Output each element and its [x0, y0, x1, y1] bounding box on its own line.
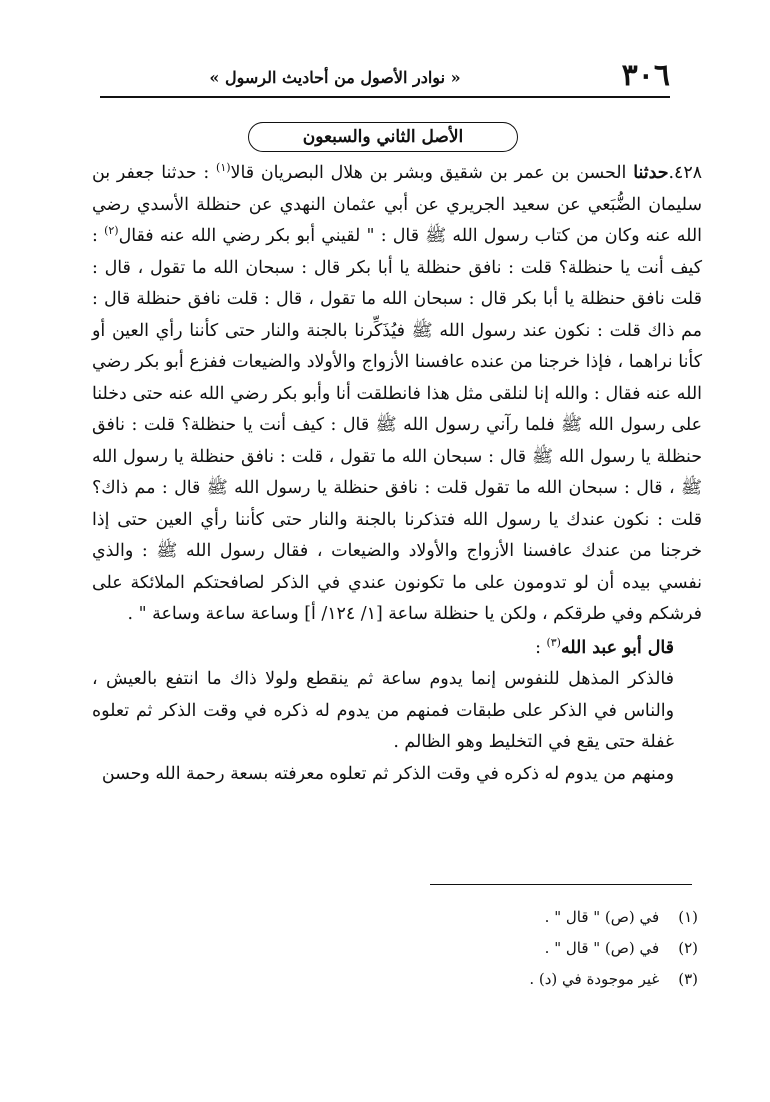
footnote-number: (٢): [678, 939, 698, 957]
footnote-ref-1: (١): [216, 161, 231, 175]
footnote-ref-2: (٢): [104, 224, 119, 238]
footnote-ref-3: (٣): [546, 635, 561, 649]
chapter-title-box: [248, 122, 518, 152]
footnote-text: في (ص) " قال " .: [544, 939, 660, 957]
hadith-paragraph: [92, 158, 702, 631]
page-number: ٣٠٦: [621, 58, 670, 93]
comment-heading: قال أبو عبد الله: [560, 637, 674, 658]
chapter-title: الأصل الثاني والسبعون: [302, 127, 464, 147]
footnote-text: في (ص) " قال " .: [544, 908, 660, 926]
hadith-text-1: الحسن بن عمر بن شقيق وبشر بن هلال البصريان قالا: [230, 163, 627, 183]
footnote-number: (١): [678, 908, 698, 926]
hadith-lead: حدثنا: [633, 163, 669, 183]
footnote-divider: [430, 884, 692, 885]
hadith-number: ٤٢٨.: [668, 163, 703, 183]
comment-heading-line: [92, 633, 674, 665]
page-header: [100, 58, 670, 98]
comment-paragraph-2: ومنهم من يدوم له ذكره في وقت الذكر ثم تعلوه معرفته بسعة رحمة الله وحسن: [101, 763, 674, 784]
hadith-text-2: : حدثنا جعفر بن سليمان الضُّبَعي عن سعيد الجريري عن أبي عثمان النهدي عن حنظلة الأسدي رضي الله عنه وكان من كتاب رسول الله ﷺ قال : " لقيني أبو بكر رضي الله عنه فقال: [92, 163, 703, 246]
footnote-3: [300, 964, 698, 995]
footnote-number: (٣): [678, 970, 698, 988]
main-text: [92, 158, 703, 790]
running-title: « نوادر الأصول من أحاديث الرسول »: [209, 68, 461, 87]
footnote-1: [300, 902, 698, 933]
comment-paragraph-1: فالذكر المذهل للنفوس إنما يدوم ساعة ثم ينقطع ولولا ذاك ما انتفع بالعيش ، والناس في الذكر على طبقات فمنهم من يدوم له ذكره في وقت الذكر ثم تعلوه غفلة حتى يقع في التخليط وهو الظالم .: [92, 669, 674, 752]
footnotes: [300, 902, 698, 995]
footnote-text: غير موجودة في (د) .: [529, 970, 660, 988]
comment-colon: :: [535, 637, 541, 658]
hadith-text-3: : كيف أنت يا حنظلة؟ قلت : نافق حنظلة يا أبا بكر قال : سبحان الله ما تقول ، قال : قلت نافق حنظلة يا أبا بكر قال : سبحان الله ما تقول ، قال : قلت نافق حنظلة قال : مم ذاك قلت : نكون عند رسول الله ﷺ فيُذَكِّرنا بالجنة والنار حتى كأننا رأي العين أو كأنا نراهما ، فإذا خرجنا من عنده عافسنا الأزواج والأولاد والضيعات ففزع أبو بكر رضي الله عنه فقال : والله إنا لنلقى مثل هذا فانطلقت أنا وأبو بكر رضي الله عنه حتى دخلنا على رسول الله ﷺ فلما رآني رسول الله ﷺ قال : كيف أنت يا حنظلة؟ قلت : نافق حنظلة يا رسول الله ﷺ قال : سبحان الله ما تقول ، قلت : نافق حنظلة يا رسول الله ﷺ ، قال : سبحان الله ما تقول قلت : نافق حنظلة يا رسول الله ﷺ قال : مم ذاك؟ قلت : نكون عندك يا رسول الله فتذكرنا بالجنة والنار حتى كأننا رأي العين حتى إذا خرجنا من عندك عافسنا الأزواج والأولاد والضيعات ، فقال رسول الله ﷺ : والذي نفسي بيده أن لو تدومون على ما تكونون عندي في الذكر لصافحتكم الملائكة على فرشكم وفي طرقكم ، ولكن يا حنظلة ساعة [١/ ١٢٤/ أ] وساعة ساعة وساعة " .: [92, 226, 702, 624]
footnote-2: [300, 933, 698, 964]
